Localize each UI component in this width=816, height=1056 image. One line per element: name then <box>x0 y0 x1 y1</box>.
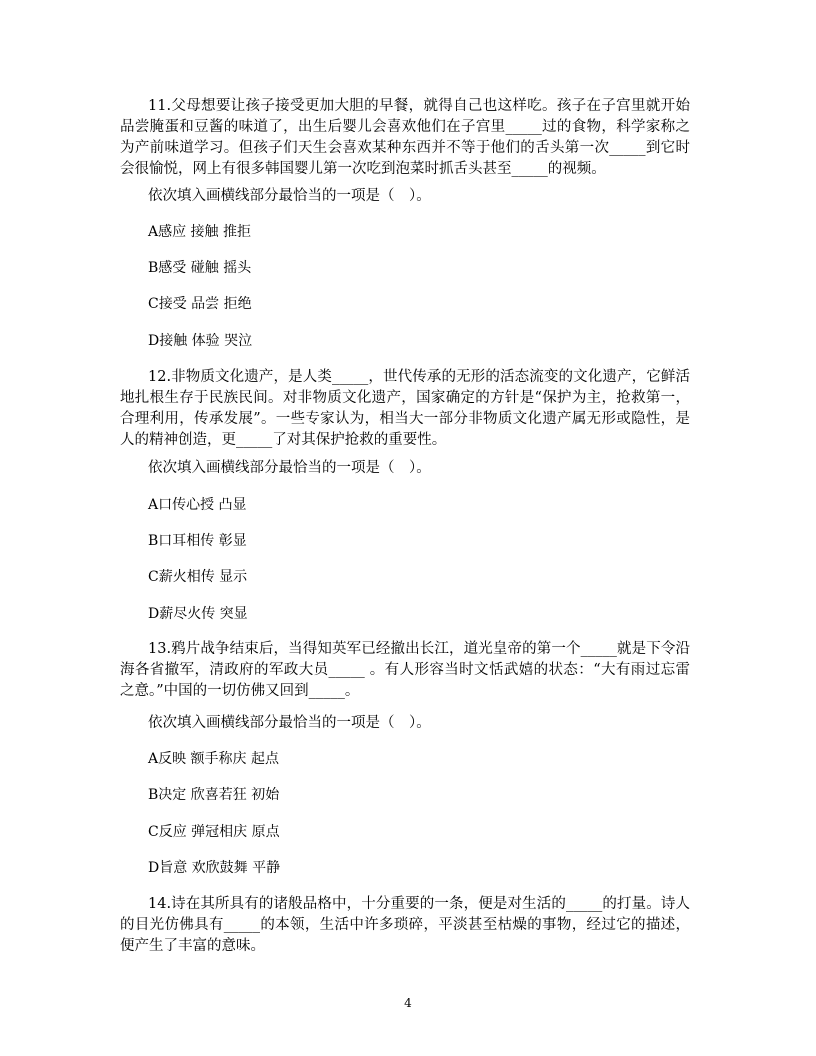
question-12-option-b: B口耳相传 彰显 <box>148 533 247 549</box>
question-11-option-d: D接触 体验 哭泣 <box>148 333 253 349</box>
question-13-option-c: C反应 弹冠相庆 原点 <box>148 824 280 840</box>
question-11-option-b: B感受 碰触 摇头 <box>148 260 252 276</box>
question-12-stem: 12.非物质文化遗产，是人类_____，世代传承的无形的活态流变的文化遗产，它鲜活地扎根生存于民族民间。对非物质文化遗产，国家确定的方针是“保护为主，抢救第一，合理利用，传承发展”。一些专家认为，相当大一部分非物质文化遗产属无形或隐性，是人的精神创造，更_____了对其保护抢救的重要性。 <box>120 369 690 448</box>
question-12-option-c: C薪火相传 显示 <box>148 569 248 585</box>
question-13-prompt: 依次填入画横线部分最恰当的一项是（ ）。 <box>148 715 431 731</box>
question-13-option-a: A反映 额手称庆 起点 <box>148 751 280 767</box>
question-14-stem: 14.诗在其所具有的诸般品格中，十分重要的一条，便是对生活的_____的打量。诗人的目光仿佛具有_____的本领，生活中许多琐碎，平淡甚至枯燥的事物，经过它的描述，便产生了丰富的意味。 <box>120 896 690 954</box>
question-11-option-a: A感应 接触 推拒 <box>148 224 252 240</box>
question-13-option-d: D旨意 欢欣鼓舞 平静 <box>148 860 281 876</box>
question-12-option-d: D薪尽火传 突显 <box>148 606 248 622</box>
question-12-option-a: A口传心授 凸显 <box>148 497 247 513</box>
page-number: 4 <box>404 996 412 1010</box>
question-11-prompt: 依次填入画横线部分最恰当的一项是（ ）。 <box>148 188 431 204</box>
question-11-stem: 11.父母想要让孩子接受更加大胆的早餐，就得自己也这样吃。孩子在子宫里就开始品尝腌蛋和豆酱的味道了，出生后婴儿会喜欢他们在子宫里_____过的食物，科学家称之为产前味道学习。但孩子们天生会喜欢某种东西并不等于他们的舌头第一次_____到它时会很愉悦，网上有很多韩国婴儿第一次吃到泡菜时抓舌头甚至_____的视频。 <box>120 98 690 177</box>
question-13-option-b: B决定 欣喜若狂 初始 <box>148 787 280 803</box>
question-13-stem: 13.鸦片战争结束后，当得知英军已经撤出长江，道光皇帝的第一个_____就是下令沿海各省撤军，清政府的军政大员_____ 。有人形容当时文恬武嬉的状态：“大有雨过忘雷之意。”中国的一切仿佛又回到_____。 <box>120 641 690 699</box>
question-11-option-c: C接受 品尝 拒绝 <box>148 296 252 312</box>
question-12-prompt: 依次填入画横线部分最恰当的一项是（ ）。 <box>148 460 431 476</box>
